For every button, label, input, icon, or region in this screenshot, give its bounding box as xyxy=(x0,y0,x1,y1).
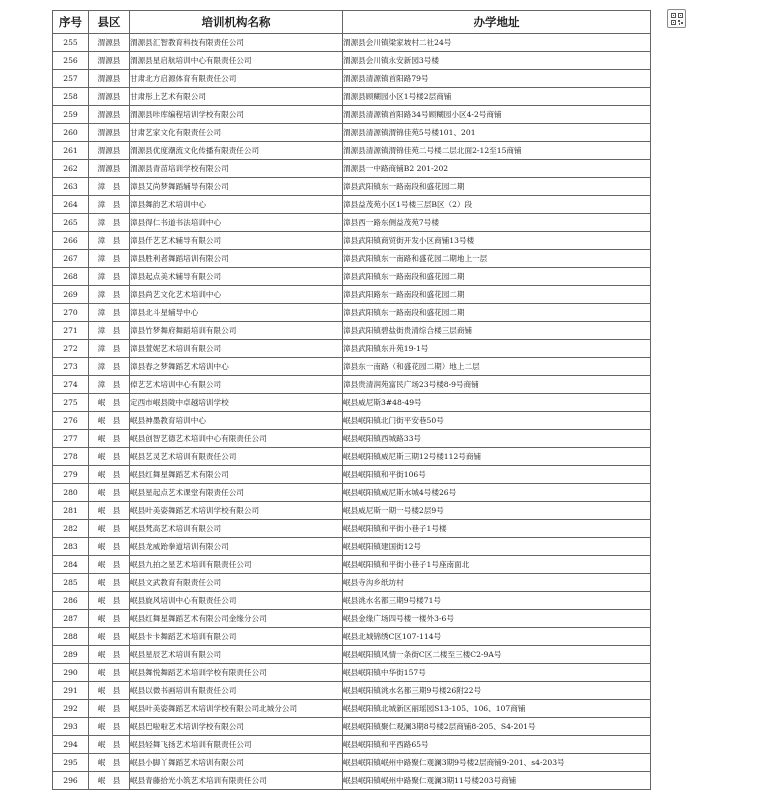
cell-institution-name: 岷县青藤拾光小筑艺术培训有限责任公司 xyxy=(130,772,343,790)
cell-address: 岷县寺沟乡纸坊村 xyxy=(343,574,651,592)
cell-address: 岷县岷阳镇和平西路65号 xyxy=(343,736,651,754)
table-row xyxy=(53,502,651,520)
cell-address: 岷县岷阳镇西城路33号 xyxy=(343,430,651,448)
cell-serial: 266 xyxy=(53,232,89,250)
cell-serial: 277 xyxy=(53,430,89,448)
cell-county: 岷 县 xyxy=(89,484,130,502)
table-row xyxy=(53,574,651,592)
cell-address: 岷县岷阳镇建国街12号 xyxy=(343,538,651,556)
cell-address: 漳县贵清润苑富民广场23号楼8-9号商铺 xyxy=(343,376,651,394)
cell-county: 渭源县 xyxy=(89,52,130,70)
cell-county: 漳 县 xyxy=(89,214,130,232)
cell-serial: 285 xyxy=(53,574,89,592)
table-row xyxy=(53,754,651,772)
cell-serial: 279 xyxy=(53,466,89,484)
cell-county: 岷 县 xyxy=(89,394,130,412)
cell-county: 岷 县 xyxy=(89,682,130,700)
cell-county: 漳 县 xyxy=(89,322,130,340)
table-row xyxy=(53,304,651,322)
cell-address: 漳县武阳镇东一路南段和盛花园二期 xyxy=(343,304,651,322)
cell-institution-name: 岷县文武教育有限责任公司 xyxy=(130,574,343,592)
cell-address: 岷县岷阳镇和平街小巷子1号座南面北 xyxy=(343,556,651,574)
table-row xyxy=(53,196,651,214)
table-row xyxy=(53,268,651,286)
cell-serial: 263 xyxy=(53,178,89,196)
cell-institution-name: 渭源县青苗培训学校有限公司 xyxy=(130,160,343,178)
cell-address: 渭源县一中路商铺B2 201-202 xyxy=(343,160,651,178)
cell-serial: 258 xyxy=(53,88,89,106)
cell-county: 漳 县 xyxy=(89,340,130,358)
table-row xyxy=(53,466,651,484)
cell-address: 漳县武阳镇东一南路和盛花园二期地上一层 xyxy=(343,250,651,268)
table-row xyxy=(53,700,651,718)
cell-address: 漳县武阳镇碧盐街贵清综合楼三层商铺 xyxy=(343,322,651,340)
cell-institution-name: 漳县舞韵艺术培训中心 xyxy=(130,196,343,214)
header-county: 县区 xyxy=(89,11,130,34)
table-row xyxy=(53,664,651,682)
cell-serial: 278 xyxy=(53,448,89,466)
cell-institution-name: 岷县创智艺德艺术培训中心有限责任公司 xyxy=(130,430,343,448)
cell-county: 漳 县 xyxy=(89,376,130,394)
cell-address: 渭源县顾糊园小区1号楼2层商铺 xyxy=(343,88,651,106)
cell-institution-name: 岷县九拍之星艺术培训有限责任公司 xyxy=(130,556,343,574)
table-body xyxy=(53,34,651,790)
cell-serial: 296 xyxy=(53,772,89,790)
cell-institution-name: 岷县小脚丫舞蹈艺术培训有限公司 xyxy=(130,754,343,772)
cell-institution-name: 岷县星起点艺术课堂有限责任公司 xyxy=(130,484,343,502)
cell-county: 渭源县 xyxy=(89,160,130,178)
cell-institution-name: 岷县以微书画培训有限责任公司 xyxy=(130,682,343,700)
cell-serial: 272 xyxy=(53,340,89,358)
cell-institution-name: 岷县叶美姿舞蹈艺术培训学校有限公司 xyxy=(130,502,343,520)
table-row xyxy=(53,376,651,394)
cell-institution-name: 岷县神墨教育培训中心 xyxy=(130,412,343,430)
cell-county: 岷 县 xyxy=(89,448,130,466)
cell-county: 岷 县 xyxy=(89,772,130,790)
cell-address: 岷县岷阳镇中华街157号 xyxy=(343,664,651,682)
cell-serial: 287 xyxy=(53,610,89,628)
cell-institution-name: 岷县旋风培训中心有限责任公司 xyxy=(130,592,343,610)
table-row xyxy=(53,556,651,574)
cell-address: 岷县岷阳镇威尼斯水城4号楼26号 xyxy=(343,484,651,502)
cell-serial: 291 xyxy=(53,682,89,700)
cell-address: 岷县岷阳镇洮水名都三期9号楼26附22号 xyxy=(343,682,651,700)
cell-institution-name: 岷县红舞星舞蹈艺术有限公司金缘分公司 xyxy=(130,610,343,628)
cell-serial: 256 xyxy=(53,52,89,70)
cell-serial: 280 xyxy=(53,484,89,502)
cell-serial: 262 xyxy=(53,160,89,178)
cell-serial: 289 xyxy=(53,646,89,664)
cell-institution-name: 岷县卡卡舞蹈艺术培训有限公司 xyxy=(130,628,343,646)
cell-serial: 271 xyxy=(53,322,89,340)
cell-serial: 261 xyxy=(53,142,89,160)
cell-institution-name: 岷县红舞星舞蹈艺术有限公司 xyxy=(130,466,343,484)
header-institution-name: 培训机构名称 xyxy=(130,11,343,34)
cell-institution-name: 漳县北斗星辅导中心 xyxy=(130,304,343,322)
cell-address: 漳县东一南路（和盛花园二期）地上二层 xyxy=(343,358,651,376)
cell-institution-name: 渭源县汇智教育科技有限责任公司 xyxy=(130,34,343,52)
cell-serial: 276 xyxy=(53,412,89,430)
institution-table xyxy=(52,10,651,790)
cell-county: 岷 县 xyxy=(89,736,130,754)
table-row xyxy=(53,592,651,610)
cell-county: 漳 县 xyxy=(89,250,130,268)
table-row xyxy=(53,736,651,754)
cell-county: 渭源县 xyxy=(89,124,130,142)
table-row xyxy=(53,70,651,88)
table-row xyxy=(53,160,651,178)
cell-serial: 265 xyxy=(53,214,89,232)
table-row xyxy=(53,286,651,304)
cell-county: 漳 县 xyxy=(89,358,130,376)
cell-institution-name: 甘肃彤上艺术有限公司 xyxy=(130,88,343,106)
cell-address: 渭源县清源镇渭锦佳苑二号楼二层北面2-12至15商铺 xyxy=(343,142,651,160)
cell-institution-name: 漳县竹梦舞府舞蹈培训有限公司 xyxy=(130,322,343,340)
table-row xyxy=(53,682,651,700)
cell-county: 漳 县 xyxy=(89,286,130,304)
cell-serial: 284 xyxy=(53,556,89,574)
cell-address: 岷县金缘广场四号楼一楼外3-6号 xyxy=(343,610,651,628)
cell-county: 渭源县 xyxy=(89,70,130,88)
cell-county: 岷 县 xyxy=(89,664,130,682)
cell-address: 岷县岷阳镇北门街平安巷50号 xyxy=(343,412,651,430)
cell-serial: 282 xyxy=(53,520,89,538)
cell-institution-name: 漳县春之梦舞蹈艺术培训中心 xyxy=(130,358,343,376)
cell-serial: 264 xyxy=(53,196,89,214)
cell-institution-name: 倬艺艺术培训中心有限公司 xyxy=(130,376,343,394)
cell-serial: 257 xyxy=(53,70,89,88)
table-header-row xyxy=(53,11,651,34)
table-row xyxy=(53,340,651,358)
table-row xyxy=(53,250,651,268)
cell-address: 渭源县清源镇首阳路34号顾糊园小区4-2号商铺 xyxy=(343,106,651,124)
table-row xyxy=(53,772,651,790)
table-row xyxy=(53,610,651,628)
cell-serial: 270 xyxy=(53,304,89,322)
cell-institution-name: 漳县尚艺文化艺术培训中心 xyxy=(130,286,343,304)
cell-serial: 295 xyxy=(53,754,89,772)
table-row xyxy=(53,124,651,142)
cell-address: 岷县岷阳镇威尼斯三期12号楼112号商铺 xyxy=(343,448,651,466)
table-row xyxy=(53,646,651,664)
cell-county: 岷 县 xyxy=(89,628,130,646)
cell-institution-name: 渭源县星启航培训中心有限责任公司 xyxy=(130,52,343,70)
table-row xyxy=(53,718,651,736)
cell-serial: 259 xyxy=(53,106,89,124)
cell-serial: 267 xyxy=(53,250,89,268)
cell-institution-name: 漳县仟艺艺术辅导有限公司 xyxy=(130,232,343,250)
cell-serial: 275 xyxy=(53,394,89,412)
cell-address: 岷县威尼斯3#48-49号 xyxy=(343,394,651,412)
header-serial: 序号 xyxy=(53,11,89,34)
cell-county: 岷 县 xyxy=(89,430,130,448)
cell-serial: 281 xyxy=(53,502,89,520)
cell-county: 岷 县 xyxy=(89,538,130,556)
table-row xyxy=(53,106,651,124)
table-row xyxy=(53,538,651,556)
cell-address: 漳县武阳镇东一路南段和盛花园二期 xyxy=(343,268,651,286)
cell-institution-name: 岷县叶美姿舞蹈艺术培训学校有限公司北城分公司 xyxy=(130,700,343,718)
cell-address: 岷县北城锦绣C区107-114号 xyxy=(343,628,651,646)
table-row xyxy=(53,142,651,160)
cell-address: 渭源县清源镇首阳路79号 xyxy=(343,70,651,88)
cell-address: 漳县武阳镇商贸街开发小区商铺13号楼 xyxy=(343,232,651,250)
table-row xyxy=(53,394,651,412)
cell-institution-name: 甘肃艺家文化有限责任公司 xyxy=(130,124,343,142)
cell-address: 岷县岷阳镇北城新区丽瑶园S13-105、106、107商铺 xyxy=(343,700,651,718)
cell-county: 岷 县 xyxy=(89,646,130,664)
cell-serial: 274 xyxy=(53,376,89,394)
cell-institution-name: 岷县巴啦啦艺术培训学校有限公司 xyxy=(130,718,343,736)
cell-serial: 293 xyxy=(53,718,89,736)
cell-institution-name: 甘肃北方启源体育有限责任公司 xyxy=(130,70,343,88)
table-row xyxy=(53,178,651,196)
table-row xyxy=(53,412,651,430)
cell-serial: 283 xyxy=(53,538,89,556)
cell-county: 漳 县 xyxy=(89,304,130,322)
header-address: 办学地址 xyxy=(343,11,651,34)
cell-serial: 290 xyxy=(53,664,89,682)
cell-serial: 286 xyxy=(53,592,89,610)
table-row xyxy=(53,520,651,538)
cell-serial: 268 xyxy=(53,268,89,286)
table-row xyxy=(53,34,651,52)
cell-institution-name: 漳县萱妮艺术培训有限公司 xyxy=(130,340,343,358)
cell-institution-name: 渭源县优度潮流文化传播有限责任公司 xyxy=(130,142,343,160)
cell-institution-name: 定西市岷县陇中卓越培训学校 xyxy=(130,394,343,412)
cell-address: 漳县武阳镇东升苑19-1号 xyxy=(343,340,651,358)
table-row xyxy=(53,322,651,340)
cell-county: 岷 县 xyxy=(89,610,130,628)
table-row xyxy=(53,448,651,466)
cell-address: 岷县岷阳镇和平街小巷子1号楼 xyxy=(343,520,651,538)
table-row xyxy=(53,52,651,70)
cell-address: 漳县西一路东侧益茂苑7号楼 xyxy=(343,214,651,232)
cell-county: 岷 县 xyxy=(89,520,130,538)
table-row xyxy=(53,88,651,106)
cell-county: 岷 县 xyxy=(89,502,130,520)
table-row xyxy=(53,628,651,646)
cell-county: 岷 县 xyxy=(89,718,130,736)
table-row xyxy=(53,232,651,250)
cell-address: 岷县洮水名都三期9号楼71号 xyxy=(343,592,651,610)
cell-address: 渭源县清源镇渭锦佳苑5号楼101、201 xyxy=(343,124,651,142)
cell-address: 漳县武阳镇东一路南段和盛花园二期 xyxy=(343,178,651,196)
cell-county: 岷 县 xyxy=(89,466,130,484)
cell-county: 岷 县 xyxy=(89,574,130,592)
qr-code-icon[interactable] xyxy=(667,9,686,28)
cell-county: 漳 县 xyxy=(89,196,130,214)
cell-institution-name: 漳县胜利者舞蹈培训有限公司 xyxy=(130,250,343,268)
cell-address: 岷县岷阳镇和平街106号 xyxy=(343,466,651,484)
cell-county: 岷 县 xyxy=(89,412,130,430)
cell-county: 漳 县 xyxy=(89,232,130,250)
table-row xyxy=(53,358,651,376)
cell-address: 漳县益茂苑小区1号楼三层B区（2）段 xyxy=(343,196,651,214)
cell-address: 岷县岷阳镇聚仁观澜3期8号楼2层商铺8-205、S4-201号 xyxy=(343,718,651,736)
cell-institution-name: 岷县轻舞飞扬艺术培训有限责任公司 xyxy=(130,736,343,754)
cell-county: 渭源县 xyxy=(89,88,130,106)
cell-institution-name: 渭源县咔库编程培训学校有限公司 xyxy=(130,106,343,124)
cell-county: 漳 县 xyxy=(89,178,130,196)
cell-county: 渭源县 xyxy=(89,142,130,160)
cell-institution-name: 漳县艾尚梦舞蹈辅导有限公司 xyxy=(130,178,343,196)
cell-serial: 260 xyxy=(53,124,89,142)
cell-institution-name: 漳县起点美术辅导有限公司 xyxy=(130,268,343,286)
table-row xyxy=(53,484,651,502)
cell-county: 岷 县 xyxy=(89,592,130,610)
cell-institution-name: 岷县舞悦舞蹈艺术培训学校有限责任公司 xyxy=(130,664,343,682)
cell-institution-name: 岷县梵高艺术培训有限公司 xyxy=(130,520,343,538)
cell-address: 岷县岷阳镇风情一条街C区二楼至三楼C2-9A号 xyxy=(343,646,651,664)
cell-address: 岷县威尼斯一期一号楼2层9号 xyxy=(343,502,651,520)
qr-code-glyph xyxy=(671,13,683,25)
cell-serial: 269 xyxy=(53,286,89,304)
cell-county: 岷 县 xyxy=(89,700,130,718)
cell-institution-name: 岷县星辰艺术培训有限公司 xyxy=(130,646,343,664)
cell-institution-name: 岷县龙威跆拳道培训有限公司 xyxy=(130,538,343,556)
cell-county: 渭源县 xyxy=(89,34,130,52)
cell-address: 岷县岷阳镇岷州中路聚仁观澜3期11号楼203号商铺 xyxy=(343,772,651,790)
cell-serial: 255 xyxy=(53,34,89,52)
cell-county: 漳 县 xyxy=(89,268,130,286)
cell-institution-name: 漳县得仁书道书法培训中心 xyxy=(130,214,343,232)
cell-county: 渭源县 xyxy=(89,106,130,124)
cell-address: 漳县武阳路东一路南段和盛花园二期 xyxy=(343,286,651,304)
cell-county: 岷 县 xyxy=(89,754,130,772)
cell-address: 渭源县会川镇梁家坡村二社24号 xyxy=(343,34,651,52)
table-row xyxy=(53,214,651,232)
cell-address: 岷县岷阳镇岷州中路聚仁观澜3期9号楼2层商铺9-201、s4-203号 xyxy=(343,754,651,772)
cell-address: 渭源县会川镇永安新园3号楼 xyxy=(343,52,651,70)
cell-county: 岷 县 xyxy=(89,556,130,574)
cell-serial: 288 xyxy=(53,628,89,646)
table-row xyxy=(53,430,651,448)
cell-institution-name: 岷县艺灵艺术培训有限责任公司 xyxy=(130,448,343,466)
cell-serial: 294 xyxy=(53,736,89,754)
cell-serial: 273 xyxy=(53,358,89,376)
cell-serial: 292 xyxy=(53,700,89,718)
